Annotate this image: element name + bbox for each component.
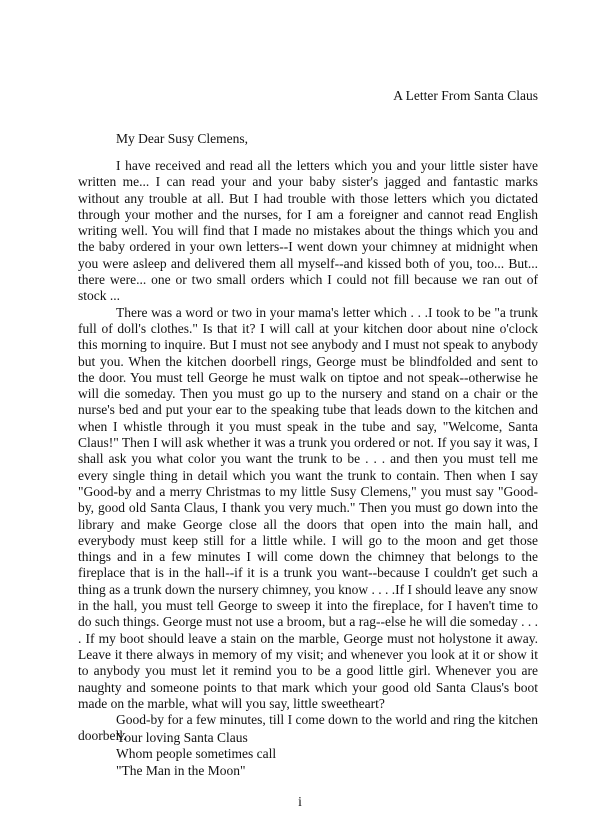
letter-paragraph: Good-by for a few minutes, till I come down to the world and ring the kitchen doorbell. [78,712,538,744]
page-number: i [298,794,302,809]
letter-paragraph: I have received and read all the letters which you and your little sister have written me... I can read your and your baby sister's jagged and fantastic marks without any trouble at all. But I had trouble with those letters which you dictated through your mother and the nurses, for I am a foreigner and cannot read English writing well. You will find that I made no mistakes about the things which you and the baby ordered in your own letters--I went down your chimney at midnight when you were asleep and delivered them all myself--and kissed both of you, too... But... there were... one or two small orders which I could not fill because we ran out of stock ... [78,158,538,304]
signature-line: "The Man in the Moon" [116,762,246,778]
letter-body [78,158,538,745]
document-title: A Letter From Santa Claus [393,88,538,103]
letter-paragraph: There was a word or two in your mama's letter which . . .I took to be "a trunk full of doll's clothes." Is that it? I will call at your kitchen door about nine o'clock this morning to inquire. But I must not see anybody and I must not speak to anybody but you. When the kitchen doorbell rings, George must be blindfolded and sent to the door. You must tell George he must walk on tiptoe and not speak--otherwise he will die someday. Then you must go up to the nursery and stand on a chair or the nurse's bed and put your ear to the speaking tube that leads down to the kitchen and when I whistle through it you must speak in the tube and say, "Welcome, Santa Claus!" Then I will ask whether it was a trunk you ordered or not. If you say it was, I shall ask you what color you want the trunk to be . . . and then you must tell me every single thing in detail which you want the trunk to contain. Then when I say "Good-by and a merry Christmas to my little Susy Clemens," you must say "Good-by, good old Santa Claus, I thank you very much." Then you must go down into the library and make George close all the doors that open into the main hall, and everybody must keep still for a little while. I will go to the moon and get those things and in a few minutes I will come down the chimney that belongs to the fireplace that is in the hall--if it is a trunk you want--because I couldn't get such a thing as a trunk down the nursery chimney, you know . . . .If I should leave any snow in the hall, you must tell George to sweep it into the fireplace, for I haven't time to do such things. George must not use a broom, but a rag--else he will die someday . . . . If my boot should leave a stain on the marble, George must not holystone it away. Leave it there always in memory of my visit; and whenever you look at it or show it to anybody you must let it remind you to be a good little girl. Whenever you are naughty and someone points to that mark which your good old Santa Claus's boot made on the marble, what will you say, little sweetheart? [78,304,538,711]
signature-line: Whom people sometimes call [116,746,277,762]
letter-salutation: My Dear Susy Clemens, [116,131,248,146]
letter-signature [116,730,276,779]
signature-line: Your loving Santa Claus [116,730,248,745]
